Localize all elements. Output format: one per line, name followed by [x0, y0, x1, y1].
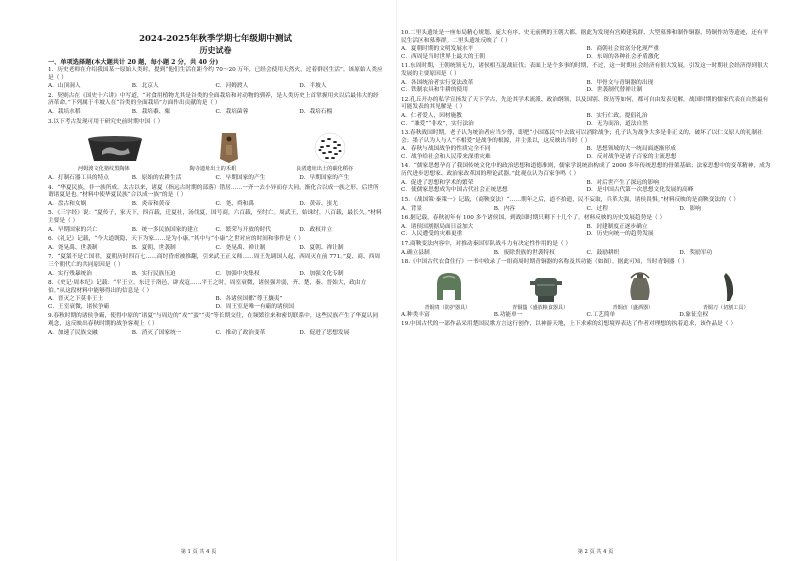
option-a: A.确立县制: [401, 249, 430, 256]
option-b: B．夏朝、世袭制: [131, 244, 176, 251]
question-7: 7．“夏桀不是亡国君，夏朝历时四百七……商纣昏虐被推翻，引来武王正义师……周王先调国人起，西周灭在前 771。”夏、商、西周三个朝代亡的共同原因是（ ）: [48, 254, 381, 268]
plow-tool-icon: [217, 129, 241, 165]
option-b: B．消灭了国家统一: [131, 329, 182, 336]
question-14-options: [401, 180, 772, 195]
option-a: A．加速了民族交融: [48, 329, 98, 336]
question-6-options: [48, 245, 383, 253]
option-c: C．河姆渡人: [215, 83, 249, 90]
image-caption: 青铜胄（防护器具）: [424, 304, 471, 311]
bronze-you-icon: [624, 270, 656, 304]
option-b: B．甲骨文与青铜器的出现: [586, 79, 654, 86]
option-b: B．统一多民族国家的建立: [131, 226, 199, 233]
question-15: 15．《战国策·秦策一》记载，（商鞅变法）“……期年之后，道不拾遗，民不妄取，兵革大强，诸侯畏惧。”材料反映的是商鞅变法的（ ）: [401, 196, 739, 203]
option-a: A．仁者爱人，因材施教: [401, 113, 462, 120]
option-b: B．对后世产生了深远的影响: [586, 179, 659, 186]
option-a: A．尧晃禹、世袭制: [48, 244, 98, 251]
question-16: 16.据记载，春秋初年有 100 多个诸侯国，到战国时期只剩下十几个了。材料反映的历史发展趋势是（ ）: [401, 214, 666, 221]
image-caption: 陶寺遗址出土的禾耜: [189, 166, 237, 173]
image-caption: 青铜刀（切割工具）: [702, 304, 749, 311]
question-11: 11.东周时期，王朝统领无力，诸侯相互混战征伐；表面上是个多事的时期，不过，这一时期社会经济有很大发展，引发这一时期社会经济得到很大发展的主要原因是（ ）: [401, 63, 769, 77]
question-4: 4．“华夏民族，非一族所成。太古以来，诸夏（指远古时期的部落）错居……一齐一去小异而存大同，渐化合以成一族之形，后世所谓诸夏是也。”材料中使华夏民族“合以成一族”的是（ ）: [48, 184, 379, 199]
option-d: D．促进了思想发展: [299, 329, 350, 336]
image-caption: 青铜簋（盛放粮食器具）: [512, 304, 569, 311]
option-c: C．使儒家思想成为中国古代社会正统思想: [401, 187, 508, 194]
option-d: D．早期国家的产生: [299, 175, 350, 182]
option-d: D．历史向统一的趋势发展: [586, 231, 654, 238]
bronze-gui-icon: [527, 270, 565, 304]
question-19: 19.中国古代的一部作品采用楚国民歌方言这行创作，以神游天地，上下求索的幻想境界表达了作者对理想的执着追求，该作品是（ ）: [401, 320, 737, 327]
option-c: C．王室衰微，诸侯争霸: [48, 303, 110, 310]
option-d: D．奖励军功: [679, 249, 713, 256]
option-d: D．栽培石榴: [299, 109, 333, 116]
question-10-options: [401, 46, 772, 61]
option-c: C．推动了政治变革: [215, 329, 266, 336]
option-a: A．晋灭之下莫非王土: [48, 296, 104, 303]
option-c: C.工艺简单: [586, 311, 616, 318]
option-a: A．春秋与战国战争的性质完全不同: [401, 146, 491, 153]
image-caption: 良渚遗址出土的碳化稻谷: [296, 166, 354, 173]
option-b: B．废除贵族的世袭特权: [493, 249, 555, 256]
option-c: C．西周是当时世界上最大的王朝: [401, 53, 485, 60]
option-c: C．尧晃禹、禅让制: [215, 244, 266, 251]
section-heading: 一、单项选择题(本大题共计 20 题，每小题 2 分，共 40 分): [48, 59, 219, 66]
option-b: B．北京人: [131, 83, 159, 90]
option-b: B.功能单一: [493, 311, 523, 318]
question-3-captions: [48, 166, 383, 173]
option-d: D.象征皇权: [679, 311, 709, 318]
question-2: 2．契则古在《国史十六讲》中写道，“对食用植物尤其是谷类的全面栽培和对动物的驯养，是人类历史上首掌握用火以后最伟大的经济革命。”下列属于半坡人在“谷类的全面栽培”方面作出贡献的是（ ）: [48, 92, 379, 107]
option-a: A．早期国家的兴亡: [48, 226, 98, 233]
question-6: 6．《礼记》记载，“今大道既隐，天下为家……是为小康。”其中与“小康”之世对应的时间和事件是（ ）: [48, 236, 304, 243]
option-c: C．尧、舜和禹: [215, 200, 254, 207]
option-a: A．各国统治者实行变法改革: [401, 79, 474, 86]
option-a: A．打制石器工具的特点: [48, 175, 109, 182]
option-b: B．栽培黍、粟: [131, 109, 171, 116]
question-12-options: [401, 113, 772, 128]
question-3-options: [48, 175, 383, 183]
option-a: A．栽培水稻: [48, 109, 81, 116]
option-c: C．加强中央集权: [215, 270, 260, 277]
option-d: D．反对战争是诸子百家的主流思想: [586, 154, 677, 161]
right-page: [397, 0, 794, 561]
question-3: 3.以下考古发现可用于研究史前时期中国（ ）: [48, 118, 164, 125]
option-d: D．世袭制代替禅让制: [586, 87, 643, 94]
question-10: 10.二里头遗址是一座布局精心规划、庞大有序、史无前例的王朝大都，据此为发现有宫殿建筑群、大型墓葬和制作铜器、铸铜作坊等遗迹，还有平民生活区和墓葬群。二里头遗址反映了（ ）: [401, 30, 769, 44]
option-b: B．封建制度正逐步确立: [586, 223, 648, 230]
option-d: D．周王室是唯一有霸的诸侯国: [215, 303, 294, 310]
carbonized-rice-icon: [313, 131, 347, 165]
option-a: A．实行残暴统治: [48, 270, 92, 277]
option-b: B．原始的农耕生活: [131, 175, 182, 182]
option-d: D．夏朝、禅让制: [299, 244, 344, 251]
option-d: D．东周的各种社会矛盾激化: [586, 53, 660, 60]
option-c: C．“兼爱”“非攻”，实行法治: [401, 120, 474, 127]
option-c: C．战争给社会和人民带来深重灾难: [401, 154, 491, 161]
option-a: A．背景: [401, 205, 423, 212]
question-12: 12.孔丘开办的私学宣扬发了天下学古，先论其学术流派、政治纲领，以及国别、资历等如何，都可自由发表见解，战国时期的儒家代表在自然最有可能发表的其见解是（ ）: [401, 96, 769, 111]
question-15-options: [401, 206, 772, 214]
option-b: B．思想领域的大一统局面逐渐形成: [586, 146, 676, 153]
black-pottery-bowl-icon: [84, 133, 146, 165]
question-4-options: [48, 201, 383, 209]
question-18-options: [401, 312, 772, 320]
option-b: B．各诸侯国都“尊王攘夷”: [215, 296, 283, 303]
option-d: D．黄帝、蚩尤: [299, 200, 338, 207]
option-b: B．商朝社会贫富分化现严重: [586, 46, 659, 53]
page-footer-right: 第 2 页 共 4 页: [577, 549, 614, 555]
option-b: B．炎帝和黄帝: [131, 200, 171, 207]
option-a: A．促进了思想和学术的繁荣: [401, 179, 474, 186]
question-18-images: [401, 270, 772, 304]
option-a: A．夏朝时期的文明发展水平: [401, 46, 474, 53]
image-caption: 河姆渡文化猪纹黑陶钵: [77, 166, 130, 173]
question-9-options: [48, 330, 383, 338]
option-c: C．栽培菌蓉: [215, 109, 249, 116]
option-d: D．是中国古代第一次思想文化发展的高峰: [586, 187, 694, 194]
question-1: 1．历史老师在介绍我国某一原始人类时，提到“他们生活在距今约 70～20 万年，已经会使用天然火，过着群居生活”。该原始人类应是（ ）: [48, 67, 383, 81]
page-footer-left: 第 1 页 共 4 页: [180, 549, 217, 555]
option-a: A．盘古和女娲: [48, 200, 87, 207]
question-11-options: [401, 80, 772, 95]
option-d: D．加强文化专制: [299, 270, 344, 277]
option-d: D．半坡人: [299, 83, 327, 90]
option-c: C．铁制农具和牛耕的使用: [401, 87, 468, 94]
question-18-captions: [401, 305, 772, 312]
question-13-options: [401, 146, 772, 161]
question-17: 17.商鞅变法内容中，对推动秦国军队战斗力有决定性作用的是（ ）: [401, 240, 572, 247]
question-17-options: [401, 250, 772, 258]
option-c: C．人民遭受的灾难更重: [401, 231, 463, 238]
option-c: C．早期国家的产生: [215, 175, 266, 182]
exam-title: 2024-2025年秋季学期七年级期中测试: [139, 34, 292, 44]
bronze-helmet-icon: [431, 270, 467, 304]
question-18: 18.《中国古代衣食住行》一书中收录了一组商周时期青铜器的名称及其功能（如图）。据此可知，当时青铜器（ ）: [401, 258, 688, 265]
question-8: 8．《史记·周本纪》记载：“平王立，东迁于洛邑，辟戎寇……平王之时，周室衰微，诸侯强并弱，齐、楚、秦、晋始大，政由方伯。”从这段材料中能够得出的信息是（ ）: [48, 279, 367, 294]
option-d: D．政权并立: [299, 226, 333, 233]
question-13: 13.春秋战国时期，老子认为统治者应当少尊，即把“小国寡民”中去致可以消除战争；孔子认为战争大多是非正义的，破坏了以仁义原人的礼制社会；墨子认为人与人“不相爱”是战争的根源，并主张以，这反映出当时（ ）: [401, 130, 763, 144]
question-5: 5．《三字经》说：“夏传子，家天下，四百载，迁夏社，汤伐夏，国号商，六百载，至纣亡。周武王，始诛纣，八百载，最长久。”材料主要是（ ）: [48, 210, 382, 224]
question-7-options: [48, 271, 383, 279]
option-a: A.种类丰富: [401, 311, 430, 318]
question-16-options: [401, 224, 772, 239]
question-5-options: [48, 227, 383, 235]
question-8-options: [48, 296, 383, 311]
option-d: D．无为而治，道法自然: [586, 120, 648, 127]
question-3-images: [48, 129, 383, 165]
option-a: A．山顶洞人: [48, 83, 81, 90]
bronze-knife-icon: [716, 270, 742, 304]
option-d: D．影响: [679, 205, 701, 212]
option-b: B．实行民族压迫: [131, 270, 176, 277]
image-caption: 青铜卣（盛酒器）: [612, 304, 654, 311]
option-c: C．鼓励耕织: [586, 249, 620, 256]
question-1-options: [48, 83, 383, 91]
option-b: B．实行仁政，提倡礼治: [586, 113, 648, 120]
option-a: A．诸侯国割据局面日益加大: [401, 223, 474, 230]
question-9: 9.春秋时期的诸侯争霸，使得中原的“诸夏”与周边的“戎”“蛮”“夷”等长期交往，在频繁往来和密切联系中，这些民族产生了华夏认同观念，这反映出春秋时期的战争客观上（ ）: [48, 313, 379, 327]
option-c: C．繁荣与开放的时代: [215, 226, 272, 233]
question-2-options: [48, 109, 383, 117]
exam-subtitle: 历史试卷: [199, 45, 232, 55]
option-c: C．过程: [586, 205, 608, 212]
question-14: 14．“儒家思想孕育了我国传统文化中的政治思想和道德准则，儒家学说统治构成了 2000 多年传统思想的骨架基础；法家思想中的变革精神，成为历代进步思想家、政治家改革国的理论武器。”此观点认为百家争鸣（ ）: [401, 163, 771, 178]
option-b: B．内容: [493, 205, 515, 212]
